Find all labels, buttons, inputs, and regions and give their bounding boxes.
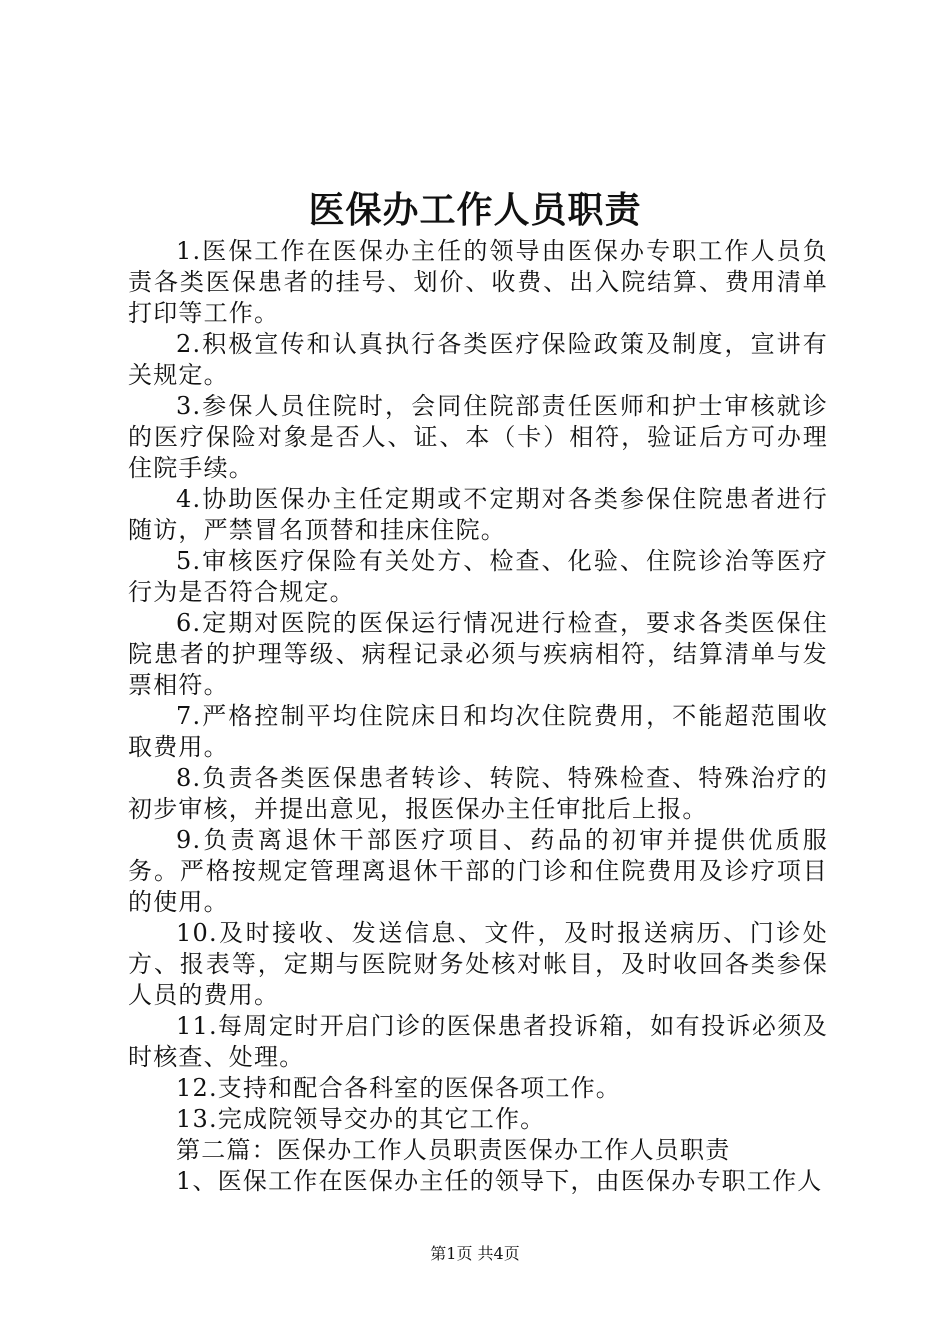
paragraph-13: 13.完成院领导交办的其它工作。 xyxy=(176,1105,546,1133)
document-title: 医保办工作人员职责 xyxy=(308,189,642,231)
page-footer: 第1页 共4页 xyxy=(430,1244,520,1263)
paragraph-7: 7.严格控制平均住院床日和均次住院费用，不能超范围收取费用。 xyxy=(128,702,828,761)
paragraph-5: 5.审核医疗保险有关处方、检查、化验、住院诊治等医疗行为是否符合规定。 xyxy=(128,547,828,606)
paragraph-4: 4.协助医保办主任定期或不定期对各类参保住院患者进行随访，严禁冒名顶替和挂床住院。 xyxy=(128,485,828,544)
paragraph-8: 8.负责各类医保患者转诊、转院、特殊检查、特殊治疗的初步审核，并提出意见，报医保办主任审批后上报。 xyxy=(128,764,828,823)
section-heading: 第二篇：医保办工作人员职责医保办工作人员职责 xyxy=(176,1136,731,1164)
paragraph-6: 6.定期对医院的医保运行情况进行检查，要求各类医保住院患者的护理等级、病程记录必须与疾病相符，结算清单与发票相符。 xyxy=(128,609,828,699)
paragraph-10: 10.及时接收、发送信息、文件，及时报送病历、门诊处方、报表等，定期与医院财务处核对帐目，及时收回各类参保人员的费用。 xyxy=(128,919,828,1009)
paragraph-3: 3.参保人员住院时，会同住院部责任医师和护士审核就诊的医疗保险对象是否人、证、本（卡）相符，验证后方可办理住院手续。 xyxy=(128,392,828,482)
paragraph-section2-1: 1、医保工作在医保办主任的领导下，由医保办专职工作人 xyxy=(176,1167,823,1195)
document-body xyxy=(128,236,828,1197)
paragraph-11: 11.每周定时开启门诊的医保患者投诉箱，如有投诉必须及时核查、处理。 xyxy=(128,1012,828,1071)
paragraph-1: 1.医保工作在医保办主任的领导由医保办专职工作人员负责各类医保患者的挂号、划价、收费、出入院结算、费用清单打印等工作。 xyxy=(128,237,828,327)
paragraph-2: 2.积极宣传和认真执行各类医疗保险政策及制度，宣讲有关规定。 xyxy=(128,330,828,389)
paragraph-9: 9.负责离退休干部医疗项目、药品的初审并提供优质服务。严格按规定管理离退休干部的门诊和住院费用及诊疗项目的使用。 xyxy=(128,826,828,916)
paragraph-12: 12.支持和配合各科室的医保各项工作。 xyxy=(176,1074,621,1102)
